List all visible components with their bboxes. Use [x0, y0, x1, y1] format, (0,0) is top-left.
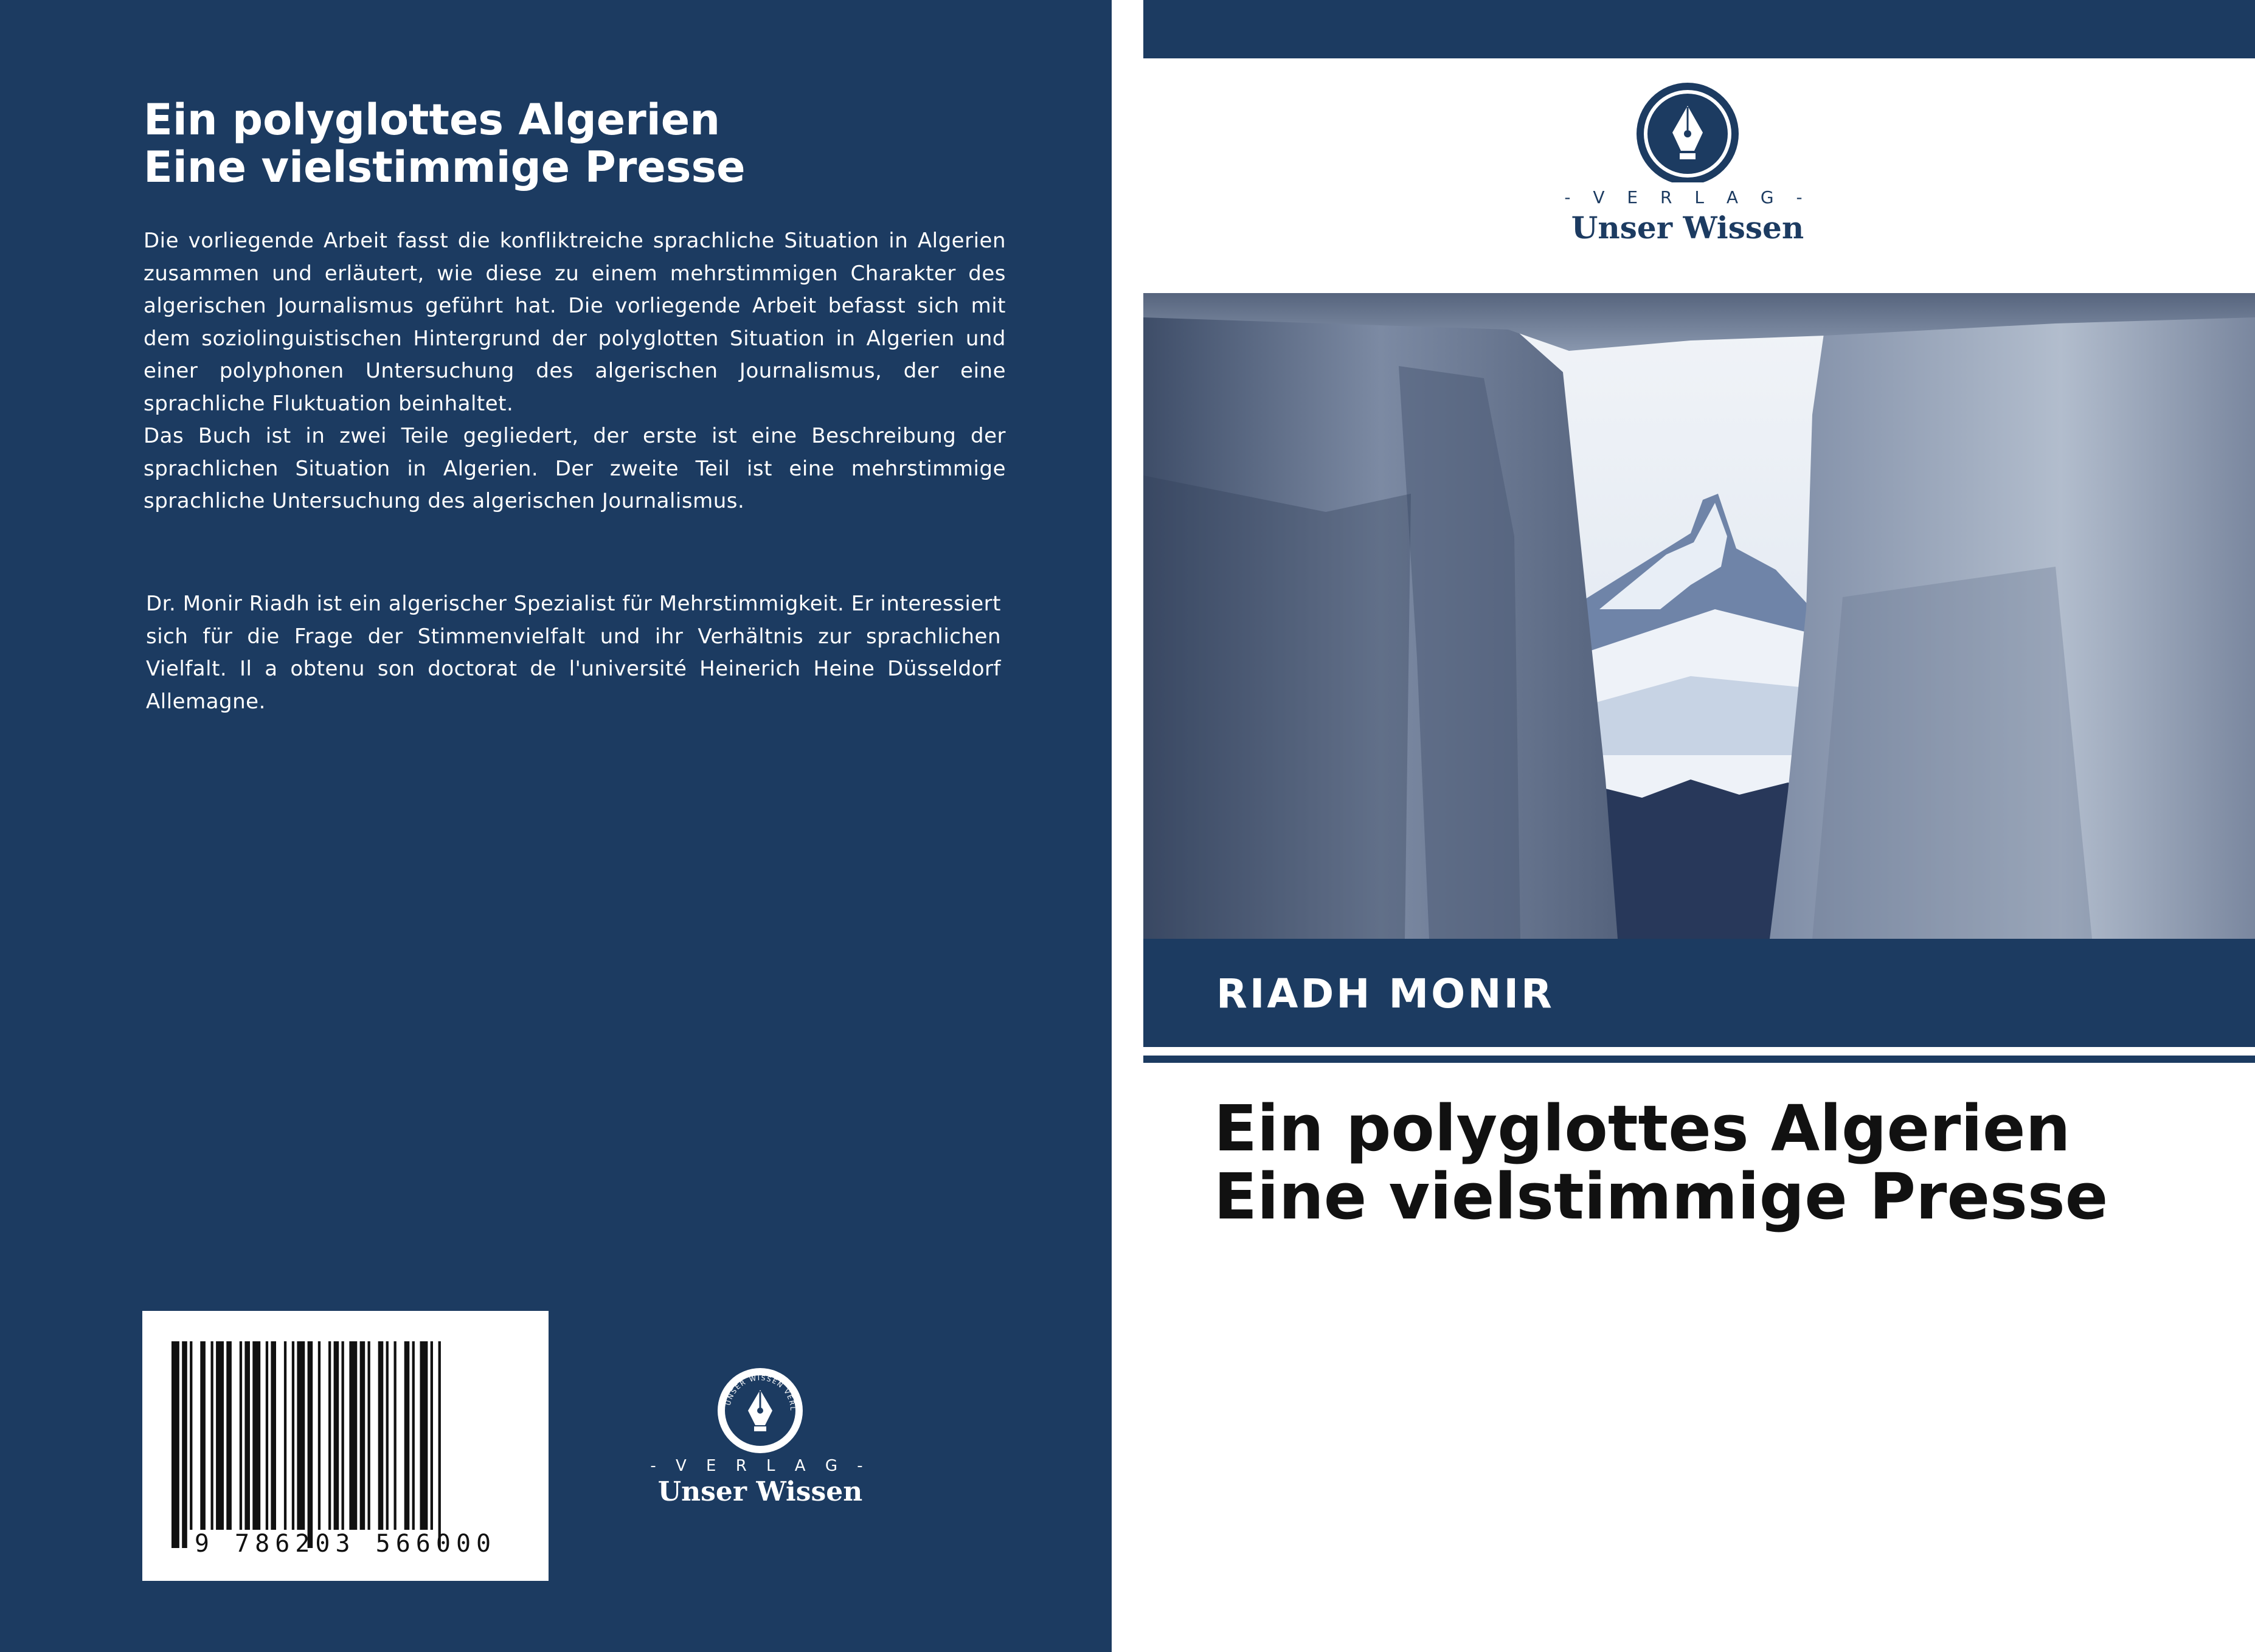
barcode-bar: [244, 1341, 250, 1530]
barcode-bar: [271, 1341, 276, 1530]
back-title-line2: Eine vielstimmige Presse: [144, 142, 746, 192]
barcode-bar: [200, 1341, 206, 1530]
barcode-bar: [292, 1341, 294, 1530]
back-cover-title: [144, 96, 1025, 191]
back-publisher-name: Unser Wissen: [657, 1476, 863, 1507]
isbn-barcode: [142, 1311, 549, 1581]
front-publisher-name: Unser Wissen: [1571, 210, 1804, 246]
barcode-bar: [266, 1341, 268, 1530]
description-paragraph-1: Die vorliegende Arbeit fasst die konfliktreiche sprachliche Situation in Algerien zusammen und erläutert, wie diese zu einem mehrstimmigen Charakter des algerischen Journalismus geführt hat. Die vorliegende Arbeit befasst sich mit dem soziolinguistischen Hintergrund der polyglotten Situation in Algerien und einer polyphonen Untersuchung des algerischen Journalismus, der eine sprachliche Fluktuation beinhaltet.: [144, 229, 1006, 416]
barcode-bar: [318, 1341, 320, 1530]
back-verlag-label: - V E R L A G -: [650, 1457, 870, 1475]
back-publisher-logo: [626, 1367, 894, 1525]
barcode-bar: [349, 1341, 357, 1530]
author-name: RIADH MONIR: [1216, 970, 1554, 1017]
barcode-bar: [342, 1341, 344, 1530]
barcode-bar: [386, 1341, 389, 1530]
barcode-bar: [182, 1341, 187, 1548]
barcode-bar: [431, 1341, 433, 1530]
barcode-bar: [308, 1341, 313, 1548]
book-description: [144, 225, 1006, 518]
barcode-bar: [420, 1341, 428, 1530]
front-verlag-label: - V E R L A G -: [1564, 187, 1811, 207]
barcode-bar: [240, 1341, 242, 1530]
back-title-line1: Ein polyglottes Algerien: [144, 95, 721, 145]
cover-photo-stone-arch-mountain: [1143, 293, 2255, 939]
front-top-bar: [1143, 0, 2255, 58]
barcode-bar: [334, 1341, 339, 1530]
barcode-bar: [328, 1341, 331, 1530]
front-publisher-logo: [1539, 79, 1837, 255]
barcode-bar: [252, 1341, 260, 1530]
barcode-bar: [297, 1341, 305, 1530]
front-title-line1: Ein polyglottes Algerien: [1214, 1091, 2071, 1166]
barcode-bar: [226, 1341, 232, 1530]
barcode-bar: [368, 1341, 370, 1530]
author-bio: Dr. Monir Riadh ist ein algerischer Spezialist für Mehrstimmigkeit. Er interessiert sich für die Frage der Stimmenvielfalt und ihr Verhältnis zur sprachlichen Vielfalt. Il a obtenu son doctorat de l'université Heinerich Heine Düsseldorf Allemagne.: [146, 592, 1001, 714]
barcode-bar: [394, 1341, 397, 1530]
barcode-bar: [412, 1341, 415, 1530]
fountain-pen-nib-icon: [1539, 79, 1837, 182]
barcode-bar: [211, 1341, 213, 1530]
barcode-bar: [438, 1341, 441, 1548]
front-title-line2: Eine vielstimmige Presse: [1214, 1160, 2108, 1234]
barcode-bar: [404, 1341, 410, 1530]
barcode-bar: [171, 1341, 179, 1548]
front-cover-title: [1214, 1091, 2236, 1234]
barcode-bar: [216, 1341, 224, 1530]
seal-text: UNSER WISSEN VERL: [724, 1374, 797, 1412]
back-cover: [0, 0, 1112, 1652]
barcode-bar: [378, 1341, 384, 1530]
divider-rule: [1143, 1056, 2255, 1063]
barcode-bar: [284, 1341, 286, 1530]
fountain-pen-nib-icon: [626, 1367, 894, 1458]
barcode-bar: [190, 1341, 192, 1530]
barcode-bar: [360, 1341, 365, 1530]
description-paragraph-2: Das Buch ist in zwei Teile gegliedert, der erste ist eine Beschreibung der sprachlichen Situation in Algerien. Der zweite Teil ist eine mehrstimmige sprachliche Untersuchung des algerischen Journalismus.: [144, 424, 1006, 513]
isbn-number: 9 786203 566000: [194, 1530, 497, 1558]
